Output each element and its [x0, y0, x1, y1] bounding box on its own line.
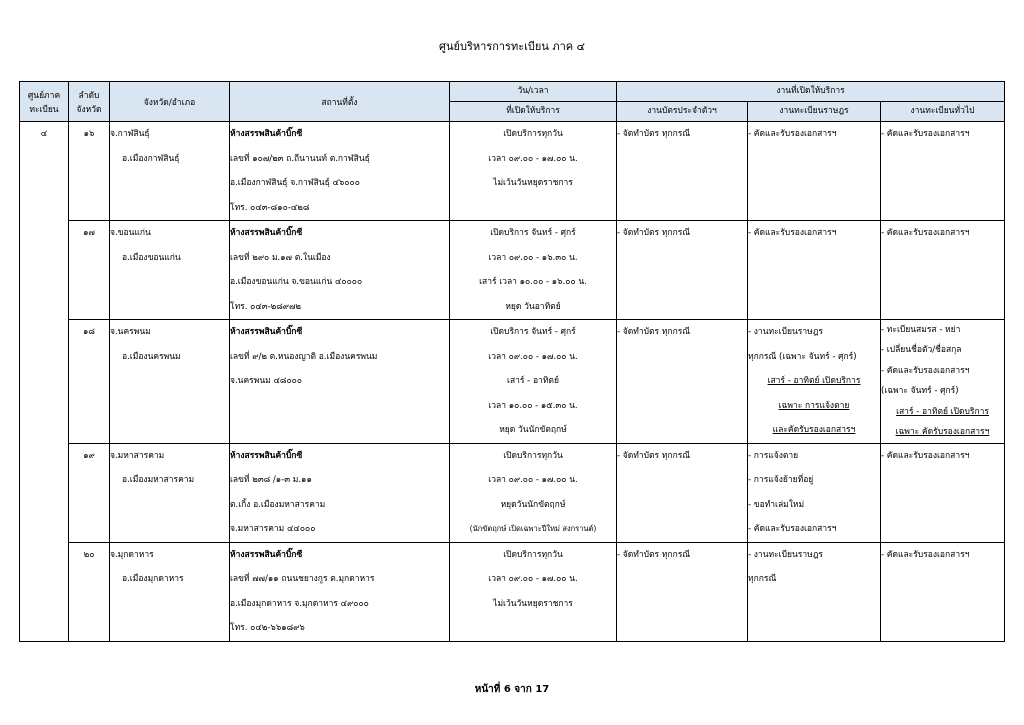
order-cell: ๑๖	[69, 122, 110, 221]
general-cell: - คัดและรับรองเอกสารฯ	[881, 542, 1005, 641]
region-cell	[20, 122, 69, 642]
time-cell: เปิดบริการ จันทร์ - ศุกร์ เวลา ๐๙.๐๐ - ๑๗.๐๐ น. เสาร์ - อาทิตย์ เวลา ๑๐.๐๐ - ๑๕.๓๐ น. หยุด วันนักขัตฤกษ์	[450, 320, 617, 444]
service-table	[19, 81, 1005, 642]
order-cell: ๒๐	[69, 542, 110, 641]
province-cell: จ.ขอนแก่น อ.เมืองขอนแก่น	[110, 221, 230, 320]
idcard-cell: - จัดทำบัตร ทุกกรณี	[617, 542, 748, 641]
table-row	[20, 122, 1005, 221]
header-province: จังหวัด/อำเภอ	[110, 82, 230, 122]
header-location: สถานที่ตั้ง	[230, 82, 450, 122]
province-cell: จ.นครพนม อ.เมืองนครพนม	[110, 320, 230, 444]
page-title: ศูนย์บริหารการทะเบียน ภาค ๔	[439, 40, 585, 53]
header-svc-idcard: งานบัตรประจำตัวฯ	[617, 102, 748, 122]
civil-cell: - คัดและรับรองเอกสารฯ	[748, 122, 881, 221]
location-cell: ห้างสรรพสินค้าบิ๊กซี เลขที่ ๑๐๗/๒๓ ถ.ถีนานนท์ ต.กาฬสินธุ์ อ.เมืองกาฬสินธุ์ จ.กาฬสินธุ์ ๔๖๐๐๐ โทร. ๐๔๓-๘๑๐-๔๒๘	[230, 122, 450, 221]
province-cell: จ.มหาสารคาม อ.เมืองมหาสารคาม	[110, 443, 230, 542]
header-order: ลำดับ จังหวัด	[69, 82, 110, 122]
civil-cell: - การแจ้งตาย - การแจ้งย้ายที่อยู่ - ขอทำเล่มใหม่ - คัดและรับรองเอกสารฯ	[748, 443, 881, 542]
time-cell: เปิดบริการทุกวัน เวลา ๐๙.๐๐ - ๑๗.๐๐ น. หยุดวันนักขัตฤกษ์ (นักขัตฤกษ์ เปิดเฉพาะปีใหม่ สงกรานต์)	[450, 443, 617, 542]
order-cell: ๑๘	[69, 320, 110, 444]
province-cell: จ.กาฬสินธุ์ อ.เมืองกาฬสินธุ์	[110, 122, 230, 221]
general-cell: - คัดและรับรองเอกสารฯ	[881, 122, 1005, 221]
location-cell: ห้างสรรพสินค้าบิ๊กซี เลขที่ ๗๗/๑๑ ถนนชยางกูร ต.มุกดาหาร อ.เมืองมุกดาหาร จ.มุกดาหาร ๔๙๐๐๐ โทร. ๐๔๒-๖๖๑๘๙๖	[230, 542, 450, 641]
idcard-cell: - จัดทำบัตร ทุกกรณี	[617, 122, 748, 221]
order-cell: ๑๙	[69, 443, 110, 542]
idcard-cell: - จัดทำบัตร ทุกกรณี	[617, 443, 748, 542]
table-row	[20, 443, 1005, 542]
civil-cell: - งานทะเบียนราษฎร ทุกกรณี (เฉพาะ จันทร์ - ศุกร์) เสาร์ - อาทิตย์ เปิดบริการ เฉพาะ การแจ้งตาย และคัดรับรองเอกสารฯ	[748, 320, 881, 444]
page-footer: หน้าที่ 6 จาก 17	[474, 684, 550, 695]
header-datetime-line1: วัน/เวลา	[450, 82, 617, 102]
header-datetime-line2: ที่เปิดให้บริการ	[450, 102, 617, 122]
civil-cell: - งานทะเบียนราษฎร ทุกกรณี	[748, 542, 881, 641]
header-region: ศูนย์ภาค ทะเบียน	[20, 82, 69, 122]
general-cell: - คัดและรับรองเอกสารฯ	[881, 443, 1005, 542]
table-row	[20, 542, 1005, 641]
location-cell: ห้างสรรพสินค้าบิ๊กซี เลขที่ ๒๓๘ /๑-๓ ม.๑๑ ต.เกิ้ง อ.เมืองมหาสารคาม จ.มหาสารคาม ๔๔๐๐๐	[230, 443, 450, 542]
location-cell: ห้างสรรพสินค้าบิ๊กซี เลขที่ ๒๙๐ ม.๑๗ ต.ในเมือง อ.เมืองขอนแก่น จ.ขอนแก่น ๔๐๐๐๐ โทร. ๐๔๓-๒๘๙๗๒	[230, 221, 450, 320]
time-cell: เปิดบริการทุกวัน เวลา ๐๙.๐๐ - ๑๗.๐๐ น. ไม่เว้นวันหยุดราชการ	[450, 542, 617, 641]
time-cell: เปิดบริการ จันทร์ - ศุกร์ เวลา ๐๙.๐๐ - ๑๖.๓๐ น. เสาร์ เวลา ๑๐.๐๐ - ๑๖.๐๐ น. หยุด วันอาทิตย์	[450, 221, 617, 320]
order-cell: ๑๗	[69, 221, 110, 320]
idcard-cell: - จัดทำบัตร ทุกกรณี	[617, 320, 748, 444]
header-svc-general: งานทะเบียนทั่วไป	[881, 102, 1005, 122]
province-cell: จ.มุกดาหาร อ.เมืองมุกดาหาร	[110, 542, 230, 641]
table-row	[20, 320, 1005, 444]
time-cell: เปิดบริการทุกวัน เวลา ๐๙.๐๐ - ๑๗.๐๐ น. ไม่เว้นวันหยุดราชการ	[450, 122, 617, 221]
civil-cell: - คัดและรับรองเอกสารฯ	[748, 221, 881, 320]
general-cell: - ทะเบียนสมรส - หย่า - เปลี่ยนชื่อตัว/ชื่อสกุล - คัดและรับรองเอกสารฯ (เฉพาะ จันทร์ - ศุกร์) เสาร์ - อาทิตย์ เปิดบริการ เฉพาะ คัดรับรองเอกสารฯ	[881, 320, 1005, 444]
location-cell: ห้างสรรพสินค้าบิ๊กซี เลขที่ ๙/๒ ต.หนองญาติ อ.เมืองนครพนม จ.นครพนม ๔๘๐๐๐	[230, 320, 450, 444]
table-row	[20, 221, 1005, 320]
region-number: ๔	[40, 129, 48, 139]
general-cell: - คัดและรับรองเอกสารฯ	[881, 221, 1005, 320]
header-services: งานที่เปิดให้บริการ	[617, 82, 1005, 102]
idcard-cell: - จัดทำบัตร ทุกกรณี	[617, 221, 748, 320]
header-svc-civil: งานทะเบียนราษฎร	[748, 102, 881, 122]
